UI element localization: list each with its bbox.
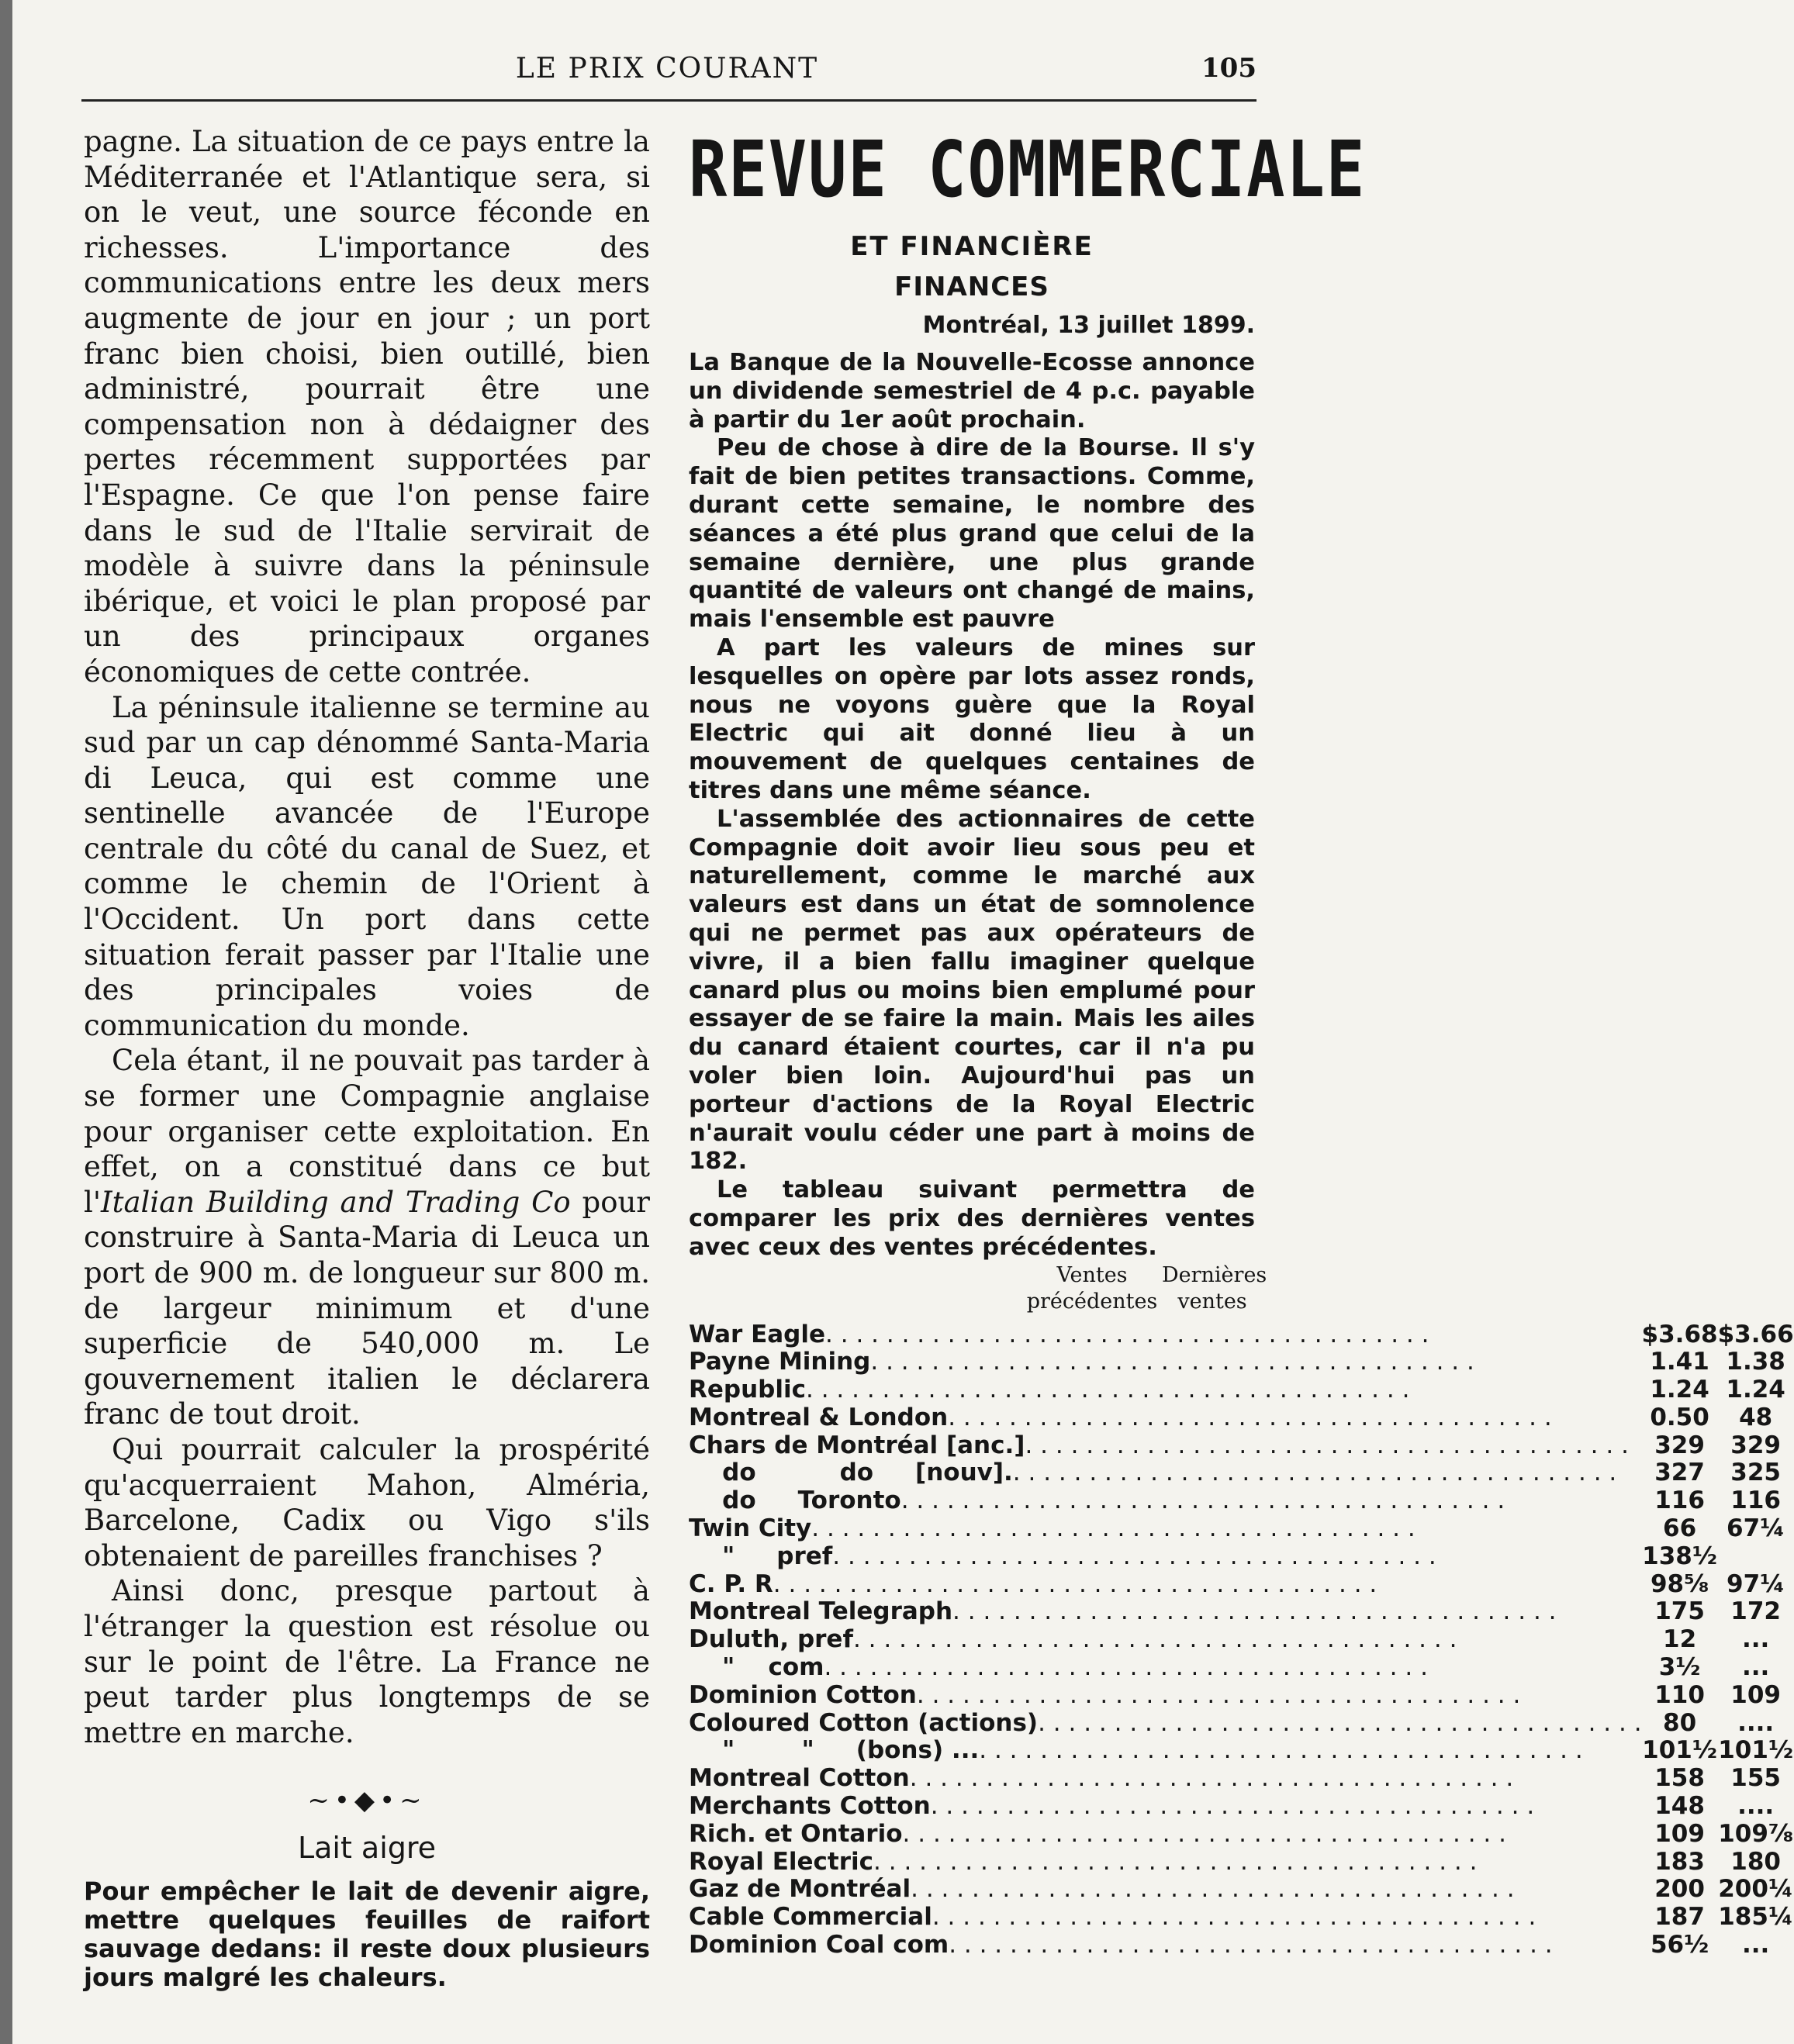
security-name-cell [689,1376,1642,1404]
security-name-cell [689,1571,1642,1599]
dot-leader [811,1515,1641,1543]
last-price: $3.66 [1717,1320,1794,1348]
dot-leader [1038,1710,1641,1738]
previous-price: 110 [1654,1680,1705,1709]
security-name-cell [689,1321,1642,1349]
security-name: Montreal Cotton [689,1764,910,1793]
table-row [689,1571,1794,1599]
previous-price: 98⅝ [1650,1569,1709,1598]
last-price: 109⅞ [1718,1819,1794,1848]
dot-leader [825,1321,1642,1349]
revue-paragraph: Le tableau suivant permettra de comparer les prix des dernières ventes avec ceux des ventes précédentes. [689,1176,1255,1261]
article-paragraph [84,1043,650,1432]
table-row [689,1321,1794,1349]
table-row [689,1793,1794,1821]
previous-price: 138½ [1642,1542,1717,1570]
last-price [1718,1543,1794,1571]
table-row [689,1515,1794,1543]
page-number: 105 [1201,53,1256,84]
article-paragraph: pagne. La situation de ce pays entre la Méditerranée et l'Atlantique sera, si on le veut, une source féconde en richesses. L'importance des communications entre les deux mers augmente de jour en jour ; un port franc bien choisi, bien outillé, bien administré, pourrait être une compensation non à dédaigner des pertes récemment supportées par l'Espagne. Ce que l'on pense faire dans le sud de l'Italie servirait de modèle à suivre dans la péninsule ibérique, et voici le plan proposé par un des principaux organes économiques de cette contrée. [84,125,650,689]
previous-price: 329 [1654,1431,1705,1459]
ornament-divider: ~•◆•~ [307,1785,427,1817]
security-name: " com [689,1653,824,1682]
security-name-cell [689,1849,1642,1877]
security-name: Montreal Telegraph [689,1597,953,1626]
dot-leader [1025,1432,1641,1460]
dot-leader [917,1682,1642,1710]
dot-leader [931,1793,1642,1821]
last-price: 172 [1730,1597,1781,1626]
previous-price: 80 [1663,1708,1697,1737]
company-name: Italian Building and Trading Co [101,1185,571,1219]
page-header [78,47,1256,93]
previous-price: 327 [1654,1459,1705,1487]
table-row [689,1765,1794,1793]
dot-leader [901,1487,1642,1515]
previous-price: 3½ [1658,1653,1701,1682]
table-row [689,1404,1794,1432]
previous-price: 175 [1654,1597,1705,1626]
last-price: 329 [1730,1431,1781,1459]
security-name: Duluth, pref [689,1625,853,1654]
table-row [689,1710,1794,1738]
security-name-cell [689,1487,1642,1515]
security-name-cell [689,1710,1642,1738]
dot-leader [806,1376,1642,1404]
dot-leader [873,1849,1642,1877]
dot-leader [853,1626,1642,1654]
security-name: do Toronto [689,1486,901,1515]
security-name-cell [689,1515,1642,1543]
previous-price: 200 [1654,1875,1705,1904]
previous-price: 56½ [1650,1931,1709,1959]
dot-leader [1013,1459,1642,1487]
security-name-cell [689,1432,1642,1460]
security-name: War Eagle [689,1320,826,1348]
previous-price: 1.24 [1650,1376,1709,1404]
dateline: Montréal, 13 juillet 1899. [922,312,1255,339]
dot-leader [910,1765,1642,1793]
dot-leader [870,1348,1641,1376]
table-row [689,1737,1794,1765]
previous-price: 148 [1654,1792,1705,1821]
security-name: Rich. et Ontario [689,1819,903,1848]
security-name-cell [689,1765,1642,1793]
table-row [689,1598,1794,1626]
dot-leader [773,1571,1642,1599]
security-name: Coloured Cotton (actions) [689,1708,1039,1737]
security-name: Dominion Coal com [689,1931,949,1959]
revue-paragraph: Peu de chose à dire de la Bourse. Il s'y fait de bien petites transactions. Comme, durant cette semaine, le nombre des séances a été plus grand que celui de la semaine dernière, une plus grande quantité de valeurs ont changé de mains, mais l'ensemble est pauvre [689,434,1255,634]
security-name: do do [nouv]. [689,1459,1013,1487]
table-row [689,1626,1794,1654]
previous-price: $3.68 [1641,1320,1718,1348]
last-price: ... [1741,1625,1770,1654]
dot-leader [979,1737,1641,1765]
last-price: 155 [1730,1764,1781,1793]
last-price: ... [1741,1931,1770,1959]
section-title: Lait aigre [297,1831,437,1866]
security-name-cell [689,1404,1642,1432]
security-name-cell [689,1459,1642,1487]
last-price: 101½ [1718,1736,1794,1765]
dot-leader [824,1654,1641,1682]
security-name: Payne Mining [689,1348,871,1376]
table-row [689,1654,1794,1682]
last-price: 185¼ [1718,1903,1794,1932]
previous-price: 158 [1654,1764,1705,1793]
previous-price: 12 [1663,1625,1697,1654]
article-paragraph: Ainsi donc, presque partout à l'étranger la question est résolue ou sur le point de l'être. La France ne peut tarder plus longtemps de se mettre en marche. [84,1574,650,1749]
security-name: " pref [689,1542,833,1570]
last-price: 325 [1730,1459,1781,1487]
article-paragraph: La péninsule italienne se termine au sud par un cap dénommé Santa-Maria di Leuca, qui est comme une sentinelle avancée de l'Europe centrale du côté du canal de Suez, et comme le chemin de l'Orient à l'Occident. Un port dans cette situation ferait passer par l'Italie une des principales voies de communication du monde. [84,690,650,1042]
last-price: 48 [1739,1403,1773,1431]
dot-leader [948,1404,1641,1432]
last-price: .... [1737,1792,1775,1821]
last-price: 1.38 [1726,1348,1785,1376]
security-name-cell [689,1904,1642,1932]
right-column [689,124,1794,1959]
security-name-cell [689,1598,1642,1626]
security-name-cell [689,1821,1642,1849]
binding-edge [0,0,12,2044]
table-row [689,1876,1794,1904]
security-name-cell [689,1737,1642,1765]
last-price: 180 [1730,1847,1781,1876]
security-name: Cable Commercial [689,1903,932,1932]
dot-leader [952,1598,1642,1626]
header-previous-sales: Ventes précédentes [1026,1262,1158,1314]
paragraph-text: pour construire à Santa-Maria di Leuca un port de 900 m. de longueur sur 800 m. de largeur minimum et d'une superficie de 540,000 m. Le gouvernement italien le déclarera franc de tout droit. [84,1185,650,1431]
revue-paragraph: L'assemblée des actionnaires de cette Compagnie doit avoir lieu sous peu et naturellement, comme le marché aux valeurs est dans un état de somnolence qui ne permet pas aux opérateurs de vivre, il a bien fallu imaginer quelque canard plus ou moins bien emplumé pour essayer de se faire la main. Mais les ailes du canard étaient courtes, car il n'a pu voler bien loin. Aujourd'hui pas un porteur d'actions de la Royal Electric n'aurait voulu céder une part à moins de 182. [689,805,1255,1176]
last-price: 116 [1730,1486,1781,1515]
previous-price: 109 [1654,1819,1705,1848]
table-row [689,1682,1794,1710]
table-row [689,1849,1794,1877]
finances-heading: FINANCES [894,271,1049,302]
previous-price: 187 [1654,1903,1705,1932]
security-name: Merchants Cotton [689,1792,931,1821]
security-name: " " (bons) ... [689,1736,980,1765]
section-text: Pour empêcher le lait de devenir aigre, mettre quelques feuilles de raifort sauvage dedans: il reste doux plusieurs jours malgré les chaleurs. [84,1877,650,1993]
last-price: 97¼ [1727,1569,1785,1598]
previous-price: 1.41 [1650,1348,1709,1376]
table-row [689,1348,1794,1376]
previous-price: 116 [1654,1486,1705,1515]
security-name: Twin City [689,1514,812,1543]
table-row [689,1904,1794,1932]
last-price: 200¼ [1718,1875,1794,1904]
article-paragraph: Qui pourrait calculer la prospérité qu'acquerraient Mahon, Alméria, Barcelone, Cadix ou Vigo s'ils obtenaient de pareilles franchises ? [84,1432,650,1573]
last-price: .... [1737,1708,1775,1737]
last-price: 1.24 [1726,1376,1785,1404]
previous-price: 0.50 [1650,1403,1709,1431]
security-name: Montreal & London [689,1403,949,1431]
running-title: LE PRIX COURANT [515,53,819,85]
table-row [689,1821,1794,1849]
security-name: Gaz de Montréal [689,1875,911,1904]
security-name-cell [689,1348,1642,1376]
previous-price: 101½ [1642,1736,1717,1765]
table-row [689,1432,1794,1460]
dot-leader [903,1821,1642,1849]
security-name: Republic [689,1376,806,1404]
security-name: Royal Electric [689,1847,874,1876]
table-row [689,1459,1794,1487]
security-name-cell [689,1543,1642,1571]
dot-leader [949,1932,1641,1959]
security-name-cell [689,1654,1642,1682]
last-price: ... [1741,1653,1770,1682]
security-name-cell [689,1682,1642,1710]
revue-subtitle: ET FINANCIÈRE [850,231,1094,262]
security-name: Chars de Montréal [anc.] [689,1431,1025,1459]
last-price: 109 [1730,1680,1781,1709]
dot-leader [932,1904,1642,1932]
security-name-cell [689,1932,1642,1959]
table-row [689,1543,1794,1571]
revue-paragraph: La Banque de la Nouvelle-Ecosse annonce un dividende semestriel de 4 p.c. payable à partir du 1er août prochain. [689,349,1255,433]
dot-leader [911,1876,1641,1904]
header-last-sales: Dernières ventes [1162,1262,1267,1314]
left-column [84,124,650,1992]
table-header [689,1262,1267,1321]
header-rule [81,99,1256,102]
security-name: Dominion Cotton [689,1680,917,1709]
security-name-cell [689,1793,1642,1821]
table-row [689,1932,1794,1959]
paragraph-text: Cela étant, il ne pouvait pas tarder à se former une Compagnie anglaise pour organiser cette exploitation. En effet, on a constitué dans ce but l' [84,1044,650,1219]
security-name: C. P. R [689,1569,773,1598]
security-name-cell [689,1876,1642,1904]
previous-price: 183 [1654,1847,1705,1876]
price-table [689,1321,1794,1959]
revue-title: REVUE COMMERCIALE [689,125,1367,216]
dot-leader [832,1543,1641,1571]
table-row [689,1376,1794,1404]
revue-paragraph: A part les valeurs de mines sur lesquelles on opère par lots assez ronds, nous ne voyons guère que la Royal Electric qui ait donné lieu à un mouvement de quelques centaines de titres dans une même séance. [689,634,1255,804]
previous-price: 66 [1663,1514,1697,1543]
table-row [689,1487,1794,1515]
last-price: 67¼ [1727,1514,1785,1543]
security-name-cell [689,1626,1642,1654]
